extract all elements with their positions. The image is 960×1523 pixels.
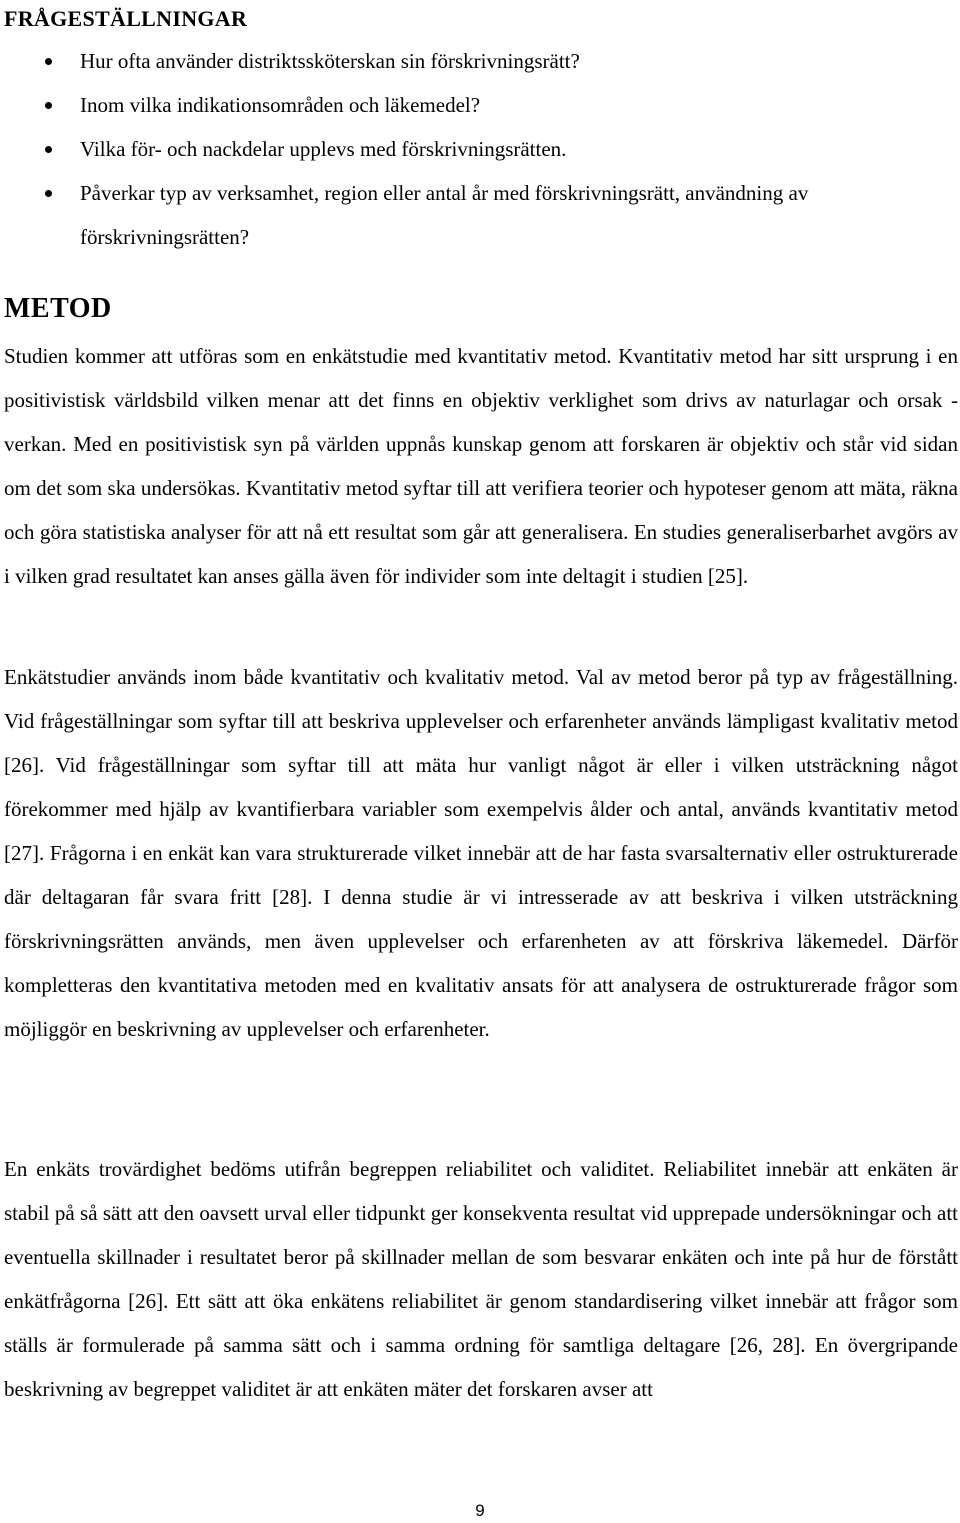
method-heading: METOD bbox=[4, 293, 112, 324]
list-item bbox=[0, 127, 958, 171]
questions-heading: FRÅGESTÄLLNINGAR bbox=[4, 6, 248, 31]
page-number: 9 bbox=[475, 1501, 485, 1520]
bullet-icon bbox=[45, 102, 52, 109]
method-paragraph-2: Enkätstudier används inom både kvantitativ och kvalitativ metod. Val av metod beror på typ av frågeställning. Vid frågeställningar som syftar till att beskriva upplevelser och erfarenheter används lämpligast kvalitativ metod [26]. Vid frågeställningar som syftar till att mäta hur vanligt något är eller i vilken utsträckning något förekommer med hjälp av kvantifierbara variabler som exempelvis ålder och antal, används kvantitativ metod [27]. Frågorna i en enkät kan vara strukturerade vilket innebär att de har fasta svarsalternativ eller ostrukturerade där deltagaran får svara fritt [28]. I denna studie är vi intresserade av att beskriva i vilken utsträckning förskrivningsrätten används, men även upplevelser och erfarenheten av att förskriva läkemedel. Därför kompletteras den kvantitativa metoden med en kvalitativ ansats för att analysera de ostrukturerade frågor som möjliggör en beskrivning av upplevelser och erfarenheter. bbox=[4, 665, 958, 1041]
question-text: Vilka för- och nackdelar upplevs med förskrivningsrätten. bbox=[80, 137, 567, 161]
method-paragraph-1: Studien kommer att utföras som en enkätstudie med kvantitativ metod. Kvantitativ metod har sitt ursprung i en positivistisk världsbild vilken menar att det finns en objektiv verklighet som drivs av naturlagar och orsak - verkan. Med en positivistisk syn på världen uppnås kunskap genom att forskaren är objektiv och står vid sidan om det som ska undersökas. Kvantitativ metod syftar till att verifiera teorier och hypoteser genom att mäta, räkna och göra statistiska analyser för att nå ett resultat som går att generalisera. En studies generaliserbarhet avgörs av i vilken grad resultatet kan anses gälla även för individer som inte deltagit i studien [25]. bbox=[4, 344, 958, 588]
question-text: Påverkar typ av verksamhet, region eller antal år med förskrivningsrätt, användning av förskrivningsrätten? bbox=[80, 181, 809, 249]
question-text: Hur ofta använder distriktssköterskan sin förskrivningsrätt? bbox=[80, 49, 580, 73]
list-item bbox=[0, 39, 958, 83]
method-paragraph-3: En enkäts trovärdighet bedöms utifrån begreppen reliabilitet och validitet. Reliabilitet innebär att enkäten är stabil på så sätt att den oavsett urval eller tidpunkt ger konsekventa resultat vid upprepade undersökningar och att eventuella skillnader i resultatet beror på skillnader mellan de som besvarar enkäten och inte på hur de förstått enkätfrågorna [26]. Ett sätt att öka enkätens reliabilitet är genom standardisering vilket innebär att frågor som ställs är formulerade på samma sätt och i samma ordning för samtliga deltagare [26, 28]. En övergripande beskrivning av begreppet validitet är att enkäten mäter det forskaren avser att bbox=[4, 1157, 958, 1401]
bullet-icon bbox=[45, 58, 52, 65]
bullet-icon bbox=[45, 146, 52, 153]
question-text: Inom vilka indikationsområden och läkemedel? bbox=[80, 93, 481, 117]
questions-list bbox=[0, 39, 958, 259]
list-item bbox=[0, 83, 958, 127]
bullet-icon bbox=[45, 190, 52, 197]
list-item bbox=[0, 171, 958, 259]
